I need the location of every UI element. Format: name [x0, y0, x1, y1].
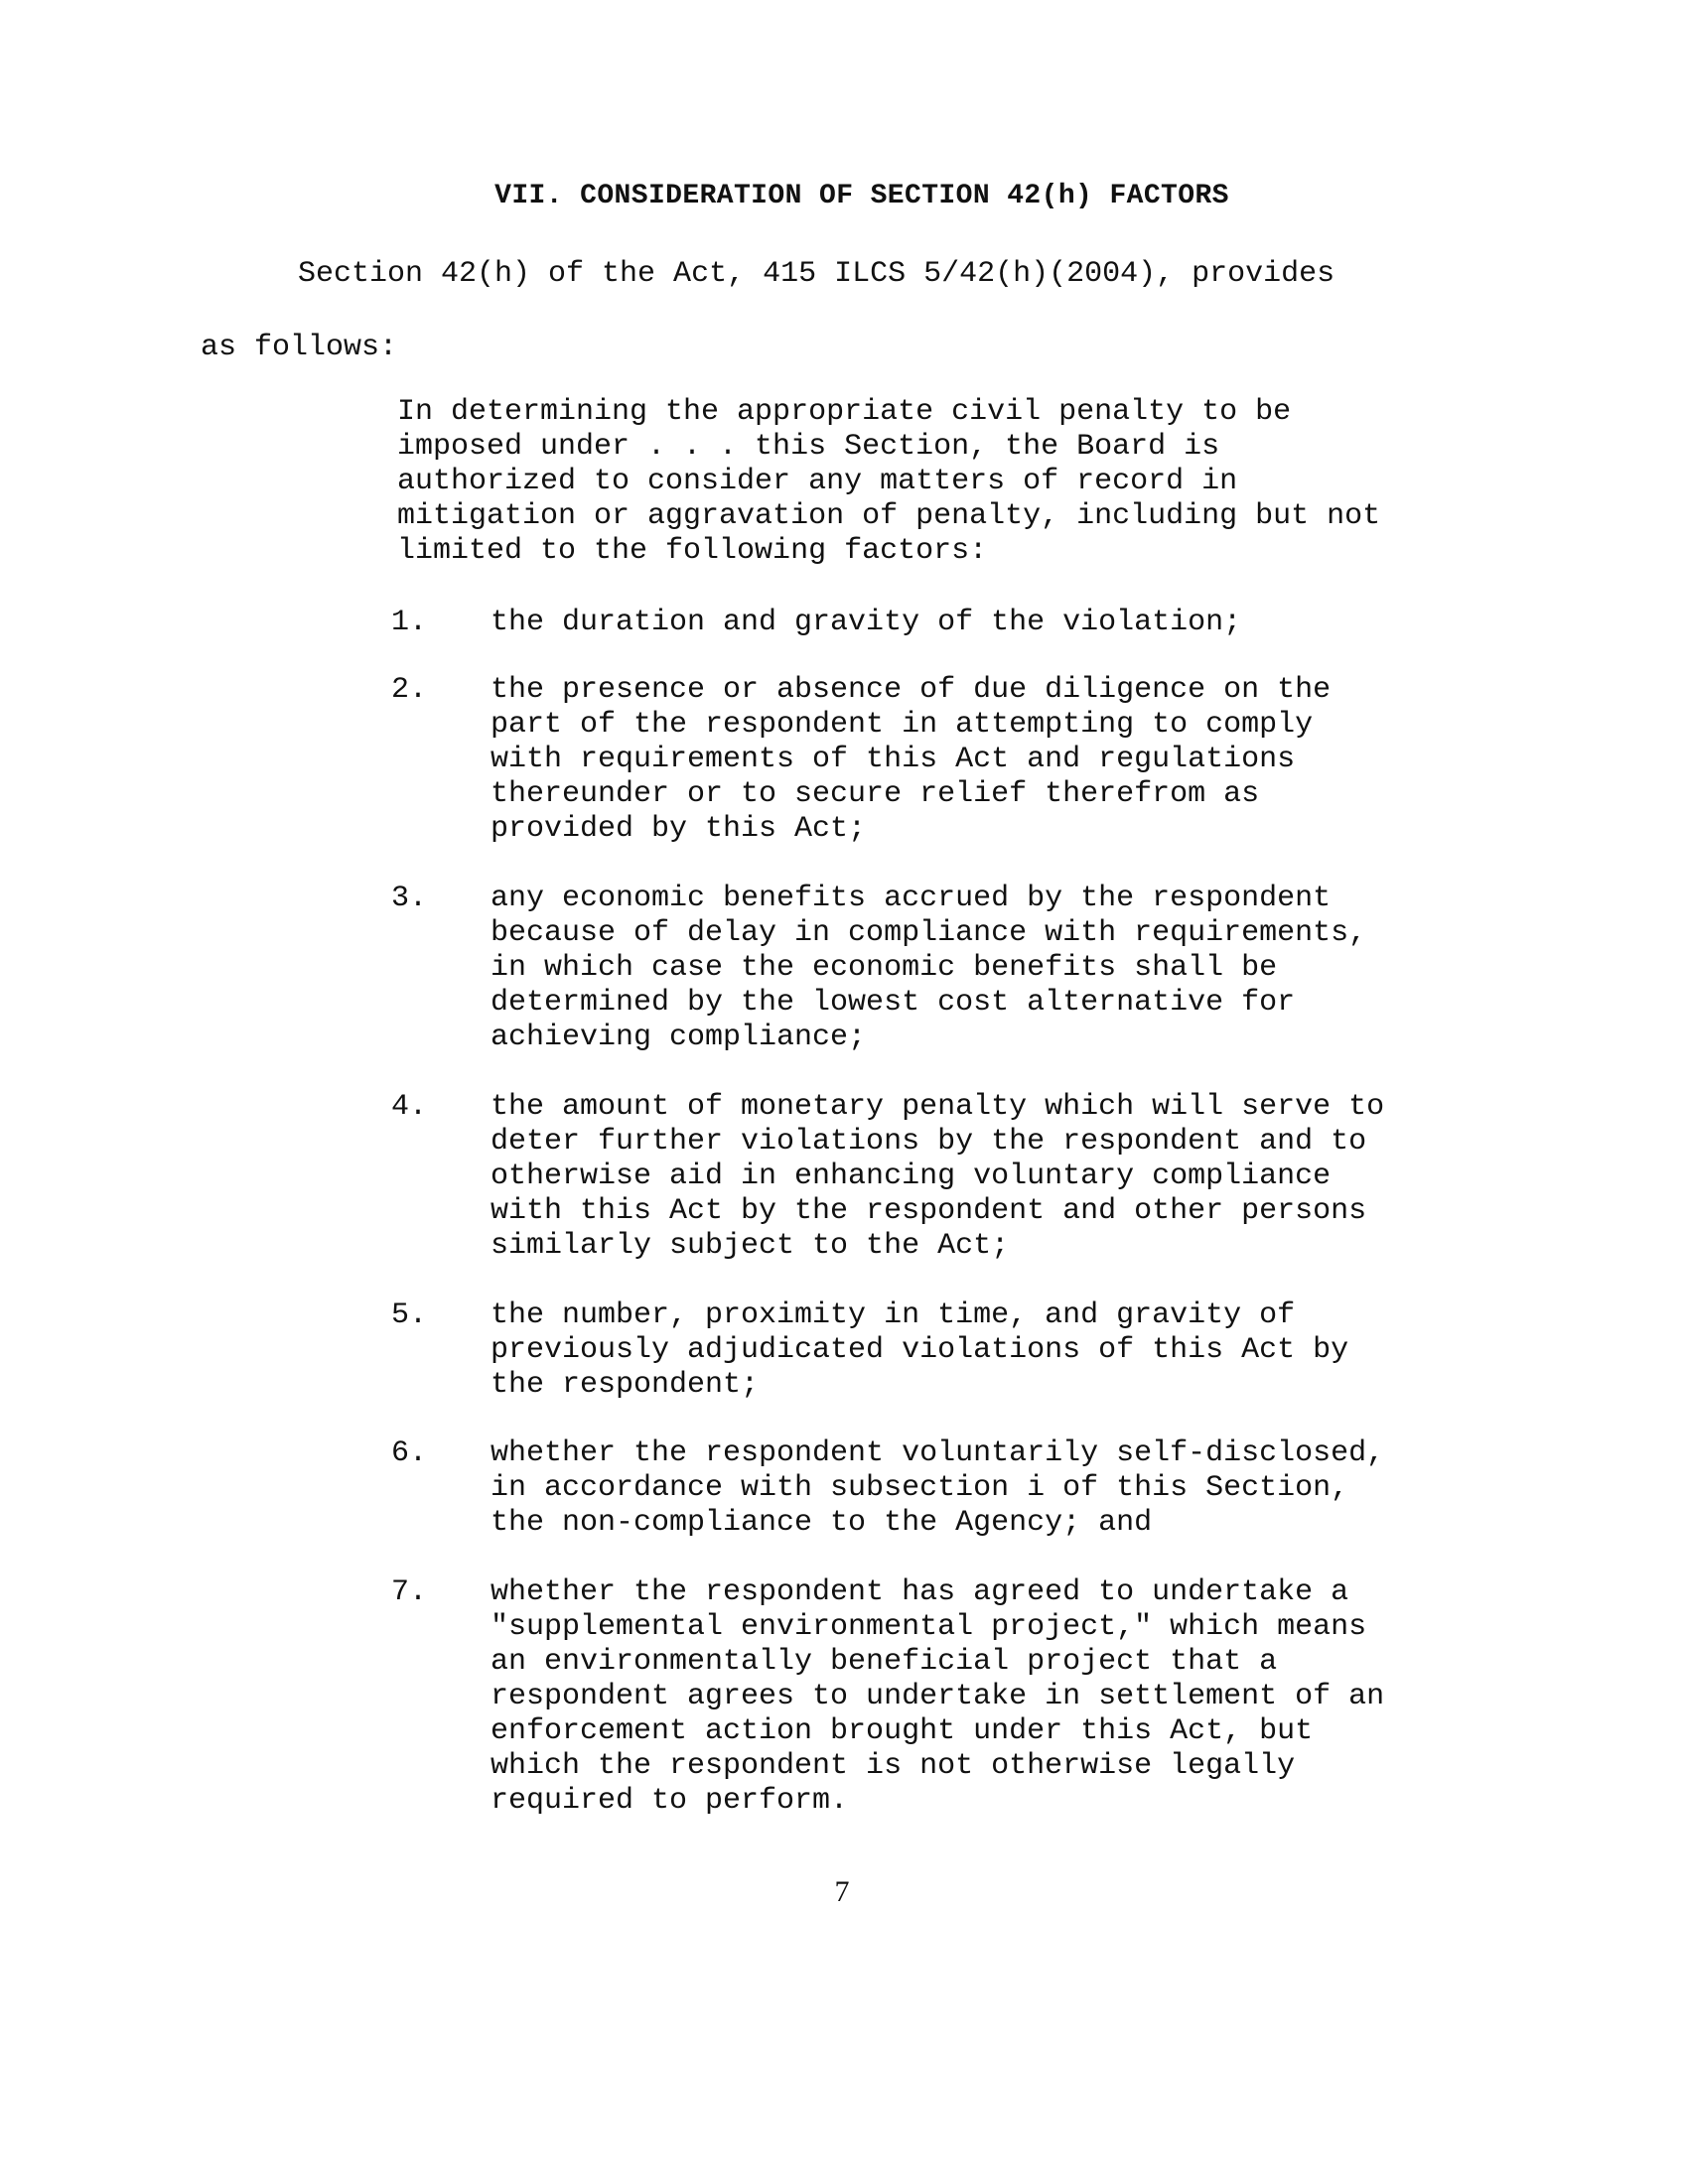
factor-text: any economic benefits accrued by the respondent because of delay in compliance with requirements, in which case the economic benefits shall be determined by the lowest cost alternative for achieving compliance; — [491, 882, 1367, 1054]
factor-text: whether the respondent voluntarily self-disclosed, in accordance with subsection i of this Section, the non-compliance to the Agency; and — [491, 1436, 1385, 1540]
factor-text: the amount of monetary penalty which will serve to deter further violations by the respondent and to otherwise aid in enhancing voluntary compliance with this Act by the respondent and other persons similarly subject to the Act; — [491, 1090, 1385, 1263]
factor-text: the duration and gravity of the violation; — [491, 606, 1242, 639]
factor-number: 1. — [391, 606, 428, 639]
factor-text: whether the respondent has agreed to undertake a "supplemental environmental project," which means an environmentally beneficial project that a respondent agrees to undertake in settlement of an enforcement action brought under this Act, but which the respondent is not otherwise legally required to perform. — [491, 1575, 1385, 1818]
intro-line-1: Section 42(h) of the Act, 415 ILCS 5/42(h)(2004), provides — [298, 257, 1335, 291]
factor-number: 2. — [391, 673, 428, 707]
intro-line-2: as follows: — [201, 331, 398, 364]
factor-text: the number, proximity in time, and gravity of previously adjudicated violations of this Act by the respondent; — [491, 1298, 1349, 1402]
block-quote: In determining the appropriate civil penalty to be imposed under . . . this Section, the Board is authorized to consider any matters of record in mitigation or aggravation of penalty, including but not limited to the following factors: — [397, 395, 1381, 568]
factor-number: 3. — [391, 882, 428, 915]
factor-number: 4. — [391, 1090, 428, 1124]
factor-number: 6. — [391, 1436, 428, 1470]
factor-number: 7. — [391, 1575, 428, 1609]
factor-text: the presence or absence of due diligence on the part of the respondent in attempting to comply with requirements of this Act and regulations thereunder or to secure relief therefrom as provided by this Act; — [491, 673, 1332, 846]
factor-number: 5. — [391, 1298, 428, 1332]
page-number: 7 — [834, 1875, 850, 1908]
section-heading: VII. CONSIDERATION OF SECTION 42(h) FACTORS — [494, 181, 1229, 211]
